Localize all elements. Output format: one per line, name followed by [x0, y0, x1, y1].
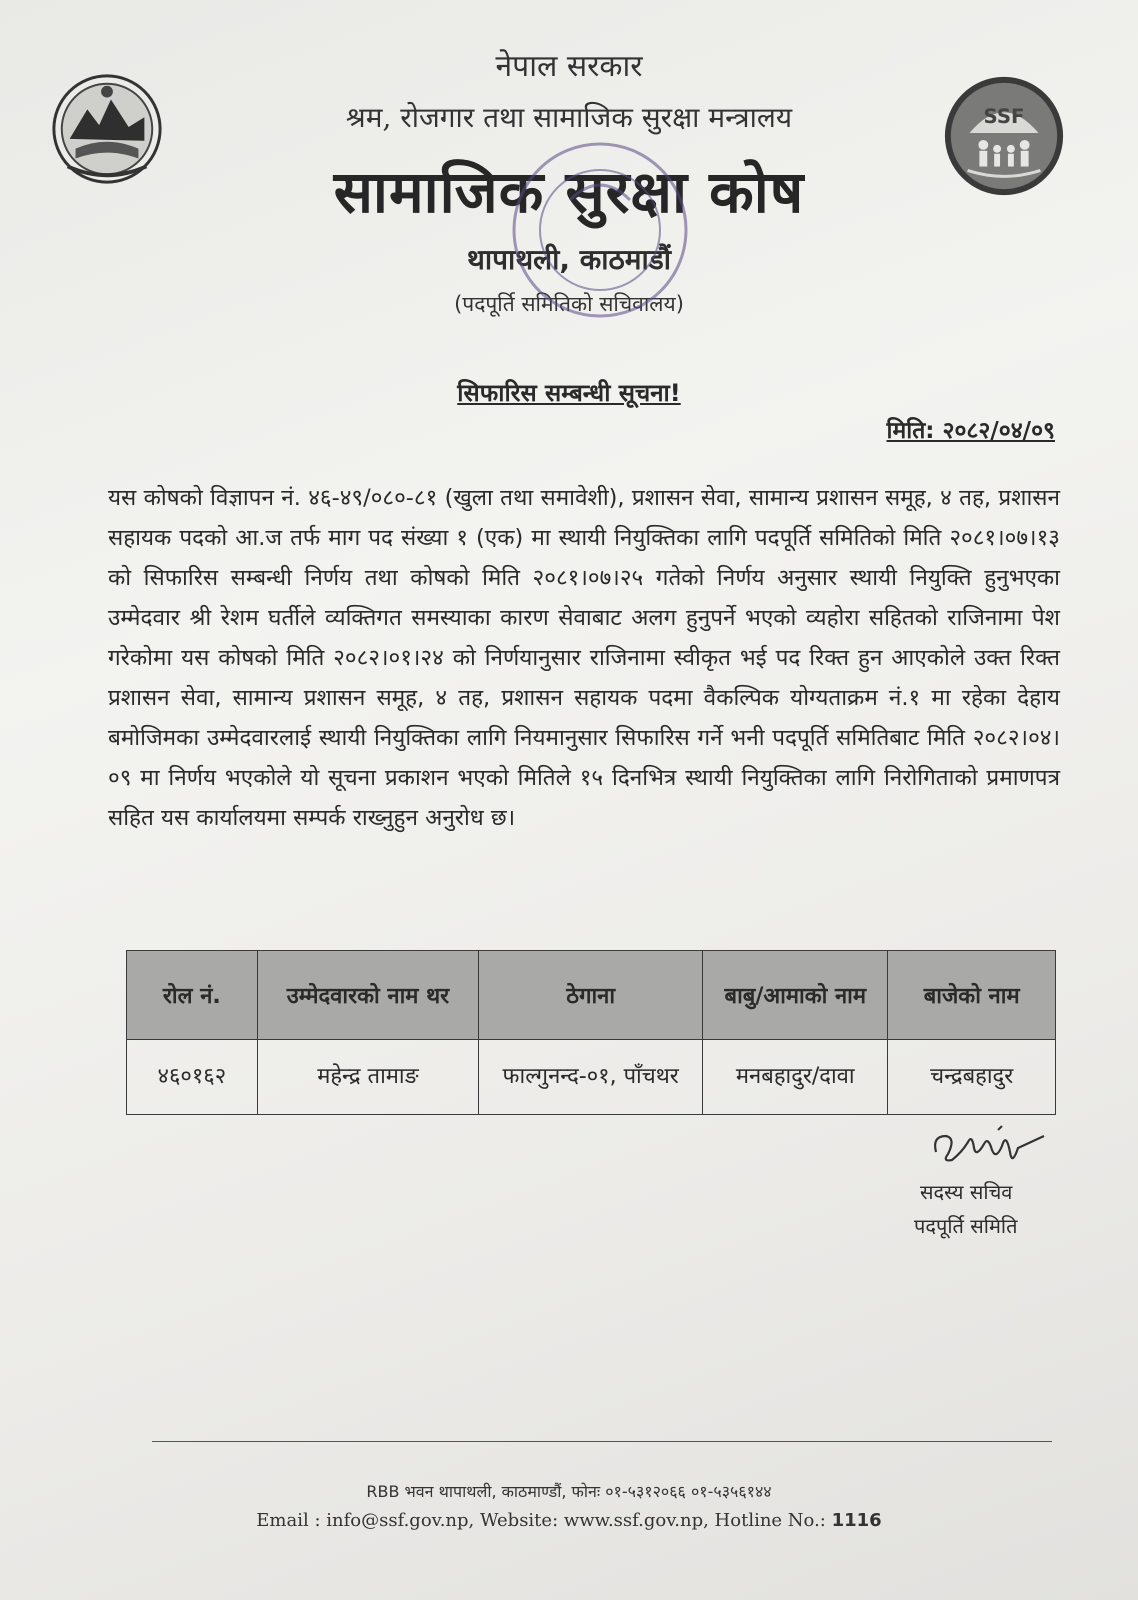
ssf-logo-text: SSF [983, 105, 1025, 129]
ministry-name: श्रम, रोजगार तथा सामाजिक सुरक्षा मन्त्रालय [345, 101, 793, 134]
footer-contact [0, 1510, 1138, 1531]
signature-icon [928, 1122, 1048, 1177]
footer-address: RBB भवन थापाथली, काठमाण्डौं, फोनः ०१-५३१२०६६ ०१-५३५६१४४ [366, 1482, 772, 1501]
notice-body: यस कोषको विज्ञापन नं. ४६-४९/०८०-८१ (खुला तथा समावेशी), प्रशासन सेवा, सामान्य प्रशासन समूह, ४ तह, प्रशासन सहायक पदको आ.ज तर्फ माग पद संख्या १ (एक) मा स्थायी नियुक्तिका लागि पदपूर्ति समितिको मिति २०८१।०७।१३ को सिफारिस सम्बन्धी निर्णय तथा कोषको मिति २०८१।०७।२५ गतेको निर्णय अनुसार स्थायी नियुक्ति हुनुभएका उम्मेदवार श्री रेशम घर्तीले व्यक्तिगत समस्याका कारण सेवाबाट अलग हुनुपर्ने भएको व्यहोरा सहितको राजिनामा पेश गरेकोमा यस कोषको मिति २०८२।०१।२४ को निर्णयानुसार राजिनामा स्वीकृत भई पद रिक्त हुन आएकोले उक्त रिक्त प्रशासन सेवा, सामान्य प्रशासन समूह, ४ तह, प्रशासन सहायक पदमा वैकल्पिक योग्यताक्रम नं.१ मा रहेका देहाय बमोजिमका उम्मेदवारलाई स्थायी नियुक्तिका लागि नियमानुसार सिफारिस गर्ने भनी पदपूर्ति समितिबाट मिति २०८२।०४।०९ मा निर्णय भएकोले यो सूचना प्रकाशन भएको मितिले १५ दिनभित्र स्थायी नियुक्तिका लागि निरोगिताको प्रमाणपत्र सहित यस कार्यालयमा सम्पर्क राख्नुहुन अनुरोध छ। [108, 485, 1060, 831]
organization-name: सामाजिक सुरक्षा कोष [333, 158, 805, 226]
notice-title: सिफारिस सम्बन्धी सूचना! [457, 379, 681, 407]
col-parents-name: बाबु/आमाको नाम [703, 951, 888, 1040]
table-header-row [127, 951, 1056, 1040]
col-candidate-name: उम्मेदवारको नाम थर [257, 951, 478, 1040]
notice-date: मिति: २०८२/०४/०९ [886, 418, 1055, 444]
col-grandfather-name: बाजेको नाम [888, 951, 1056, 1040]
cell-candidate-name: महेन्द्र तामाङ [257, 1040, 478, 1115]
footer-divider [152, 1441, 1052, 1442]
cell-parents-name: मनबहादुर/दावा [703, 1040, 888, 1115]
footer-hotline: 1116 [831, 1510, 882, 1531]
government-name: नेपाल सरकार [495, 49, 643, 84]
organization-location: थापाथली, काठमाडौं [466, 243, 672, 276]
cell-roll-number: ४६०१६२ [127, 1040, 258, 1115]
cell-address: फाल्गुनन्द-०१, पाँचथर [479, 1040, 703, 1115]
signatory-committee: पदपूर्ति समिति [914, 1214, 1018, 1238]
col-roll-number: रोल नं. [127, 951, 258, 1040]
table-row [127, 1040, 1056, 1115]
cell-grandfather-name: चन्द्रबहादुर [888, 1040, 1056, 1115]
candidate-table [126, 950, 1056, 1115]
col-address: ठेगाना [479, 951, 703, 1040]
footer-contact-text: Email : info@ssf.gov.np, Website: www.ssf.gov.np, Hotline No.: [256, 1510, 826, 1531]
signatory-title: सदस्य सचिव [920, 1180, 1013, 1204]
secretariat-label: (पदपूर्ति समितिको सचिवालय) [454, 292, 684, 316]
official-stamp-icon [500, 130, 700, 330]
